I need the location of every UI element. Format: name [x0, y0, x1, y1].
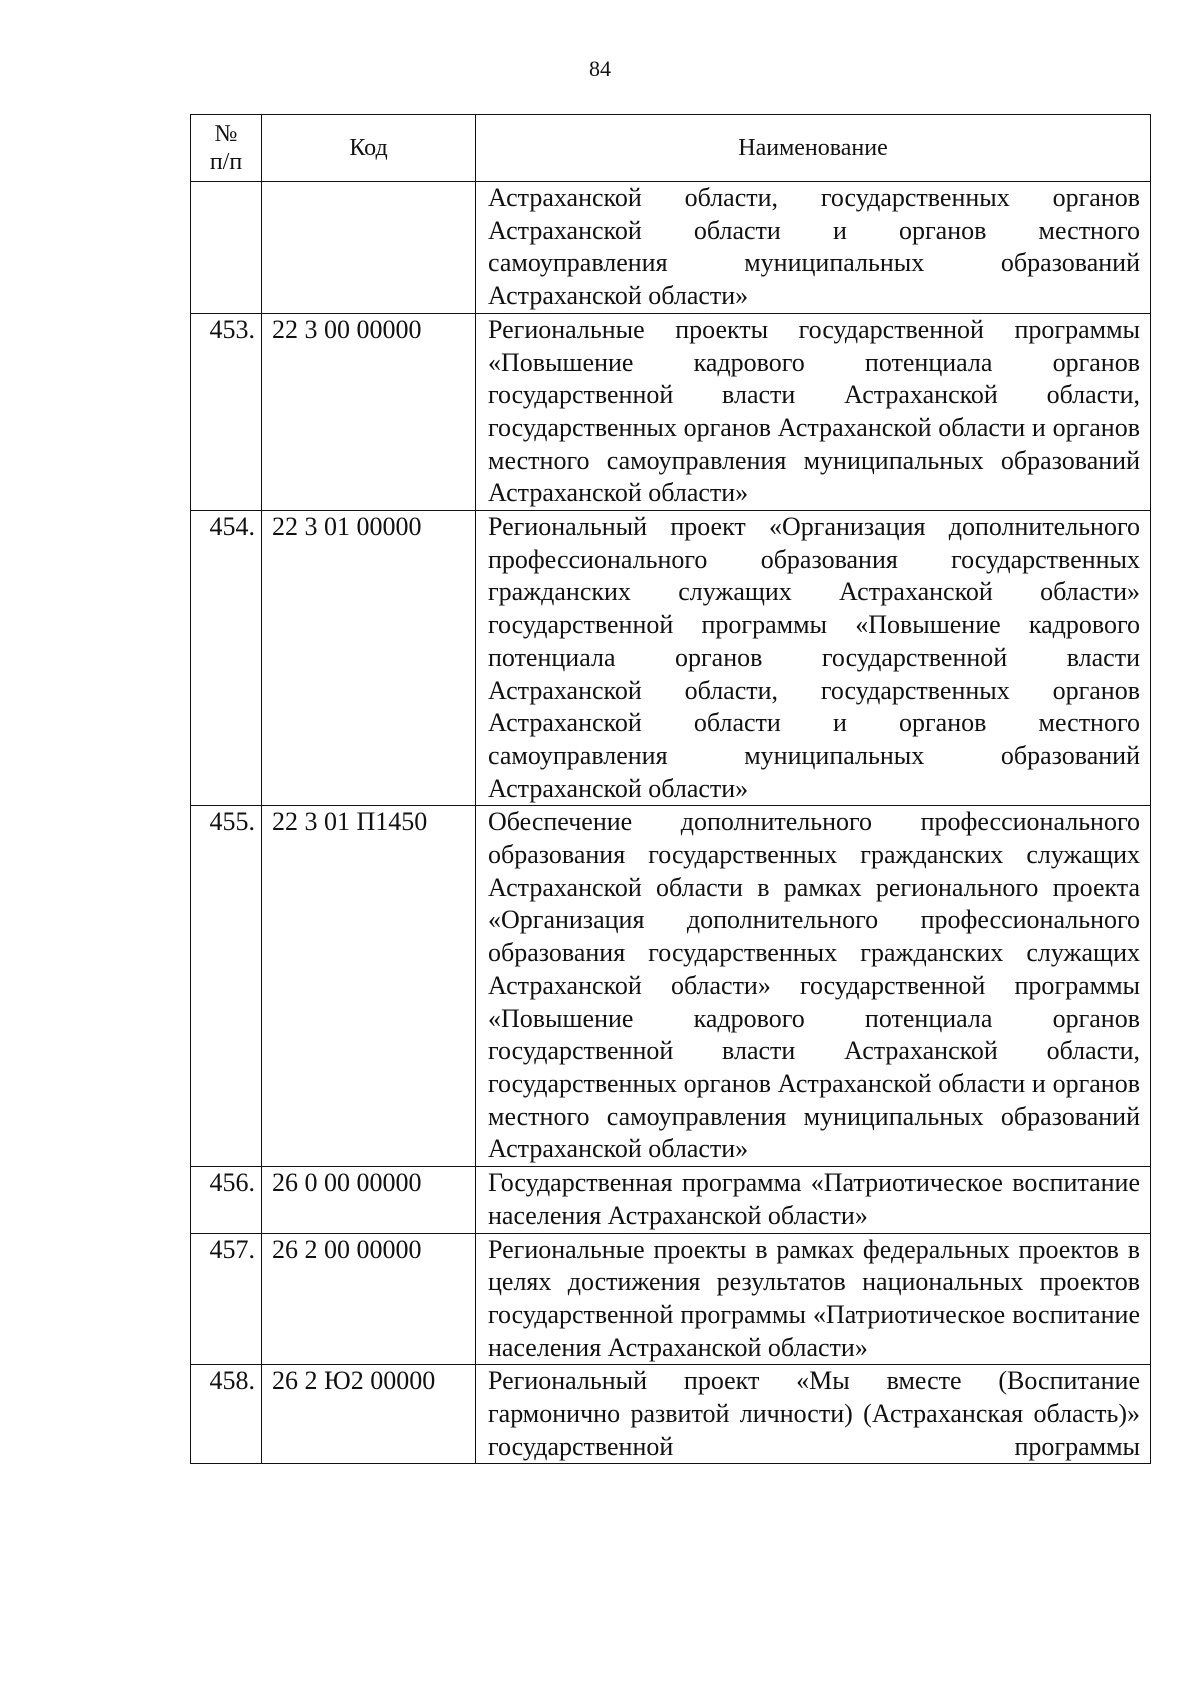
table-row [191, 313, 1151, 510]
page-number: 84 [589, 56, 611, 81]
row-number: 455. [191, 806, 262, 1167]
row-name: Региональный проект «Организация дополнительного профессионального образования государственных гражданских служащих Астраханской области» государственной программы «Повышение кадрового потенциала органов государственной власти Астраханской области, государственных органов Астраханской области и органов местного самоуправления муниципальных образований Астраханской области» [476, 511, 1151, 806]
row-name: Астраханской области, государственных органов Астраханской области и органов местного самоуправления муниципальных образований Астраханской области» [476, 182, 1151, 314]
header-number-line2: п/п [209, 149, 243, 175]
row-number: 458. [191, 1365, 262, 1464]
table-row [191, 1233, 1151, 1365]
budget-codes-table [190, 114, 1151, 1464]
table-row [191, 182, 1151, 314]
row-number: 453. [191, 313, 262, 510]
table-header-row [191, 115, 1151, 182]
table-row [191, 1365, 1151, 1464]
row-name: Государственная программа «Патриотическое воспитание населения Астраханской области» [476, 1167, 1151, 1233]
row-code: 22 3 01 П1450 [262, 806, 476, 1167]
row-code: 26 2 Ю2 00000 [262, 1365, 476, 1464]
row-name: Региональные проекты государственной программы «Повышение кадрового потенциала органов государственной власти Астраханской области, государственных органов Астраханской области и органов местного самоуправления муниципальных образований Астраханской области» [476, 313, 1151, 510]
header-code: Код [262, 115, 476, 182]
row-number: 457. [191, 1233, 262, 1365]
row-name: Обеспечение дополнительного профессионального образования государственных гражданских служащих Астраханской области в рамках регионального проекта «Организация дополнительного профессионального образования государственных гражданских служащих Астраханской области» государственной программы «Повышение кадрового потенциала органов государственной власти Астраханской области, государственных органов Астраханской области и органов местного самоуправления муниципальных образований Астраханской области» [476, 806, 1151, 1167]
row-number: 456. [191, 1167, 262, 1233]
row-code: 26 2 00 00000 [262, 1233, 476, 1365]
row-number: 454. [191, 511, 262, 806]
table-row [191, 806, 1151, 1167]
row-name: Региональные проекты в рамках федеральных проектов в целях достижения результатов национальных проектов государственной программы «Патриотическое воспитание населения Астраханской области» [476, 1233, 1151, 1365]
header-name: Наименование [476, 115, 1151, 182]
table-row [191, 511, 1151, 806]
header-number [191, 115, 262, 182]
row-code: 22 3 01 00000 [262, 511, 476, 806]
row-number [191, 182, 262, 314]
table-row [191, 1167, 1151, 1233]
row-code: 26 0 00 00000 [262, 1167, 476, 1233]
row-code [262, 182, 476, 314]
row-code: 22 3 00 00000 [262, 313, 476, 510]
row-name: Региональный проект «Мы вместе (Воспитание гармонично развитой личности) (Астраханская область)» государственной программы [476, 1365, 1151, 1464]
header-number-line1: № [214, 121, 238, 147]
